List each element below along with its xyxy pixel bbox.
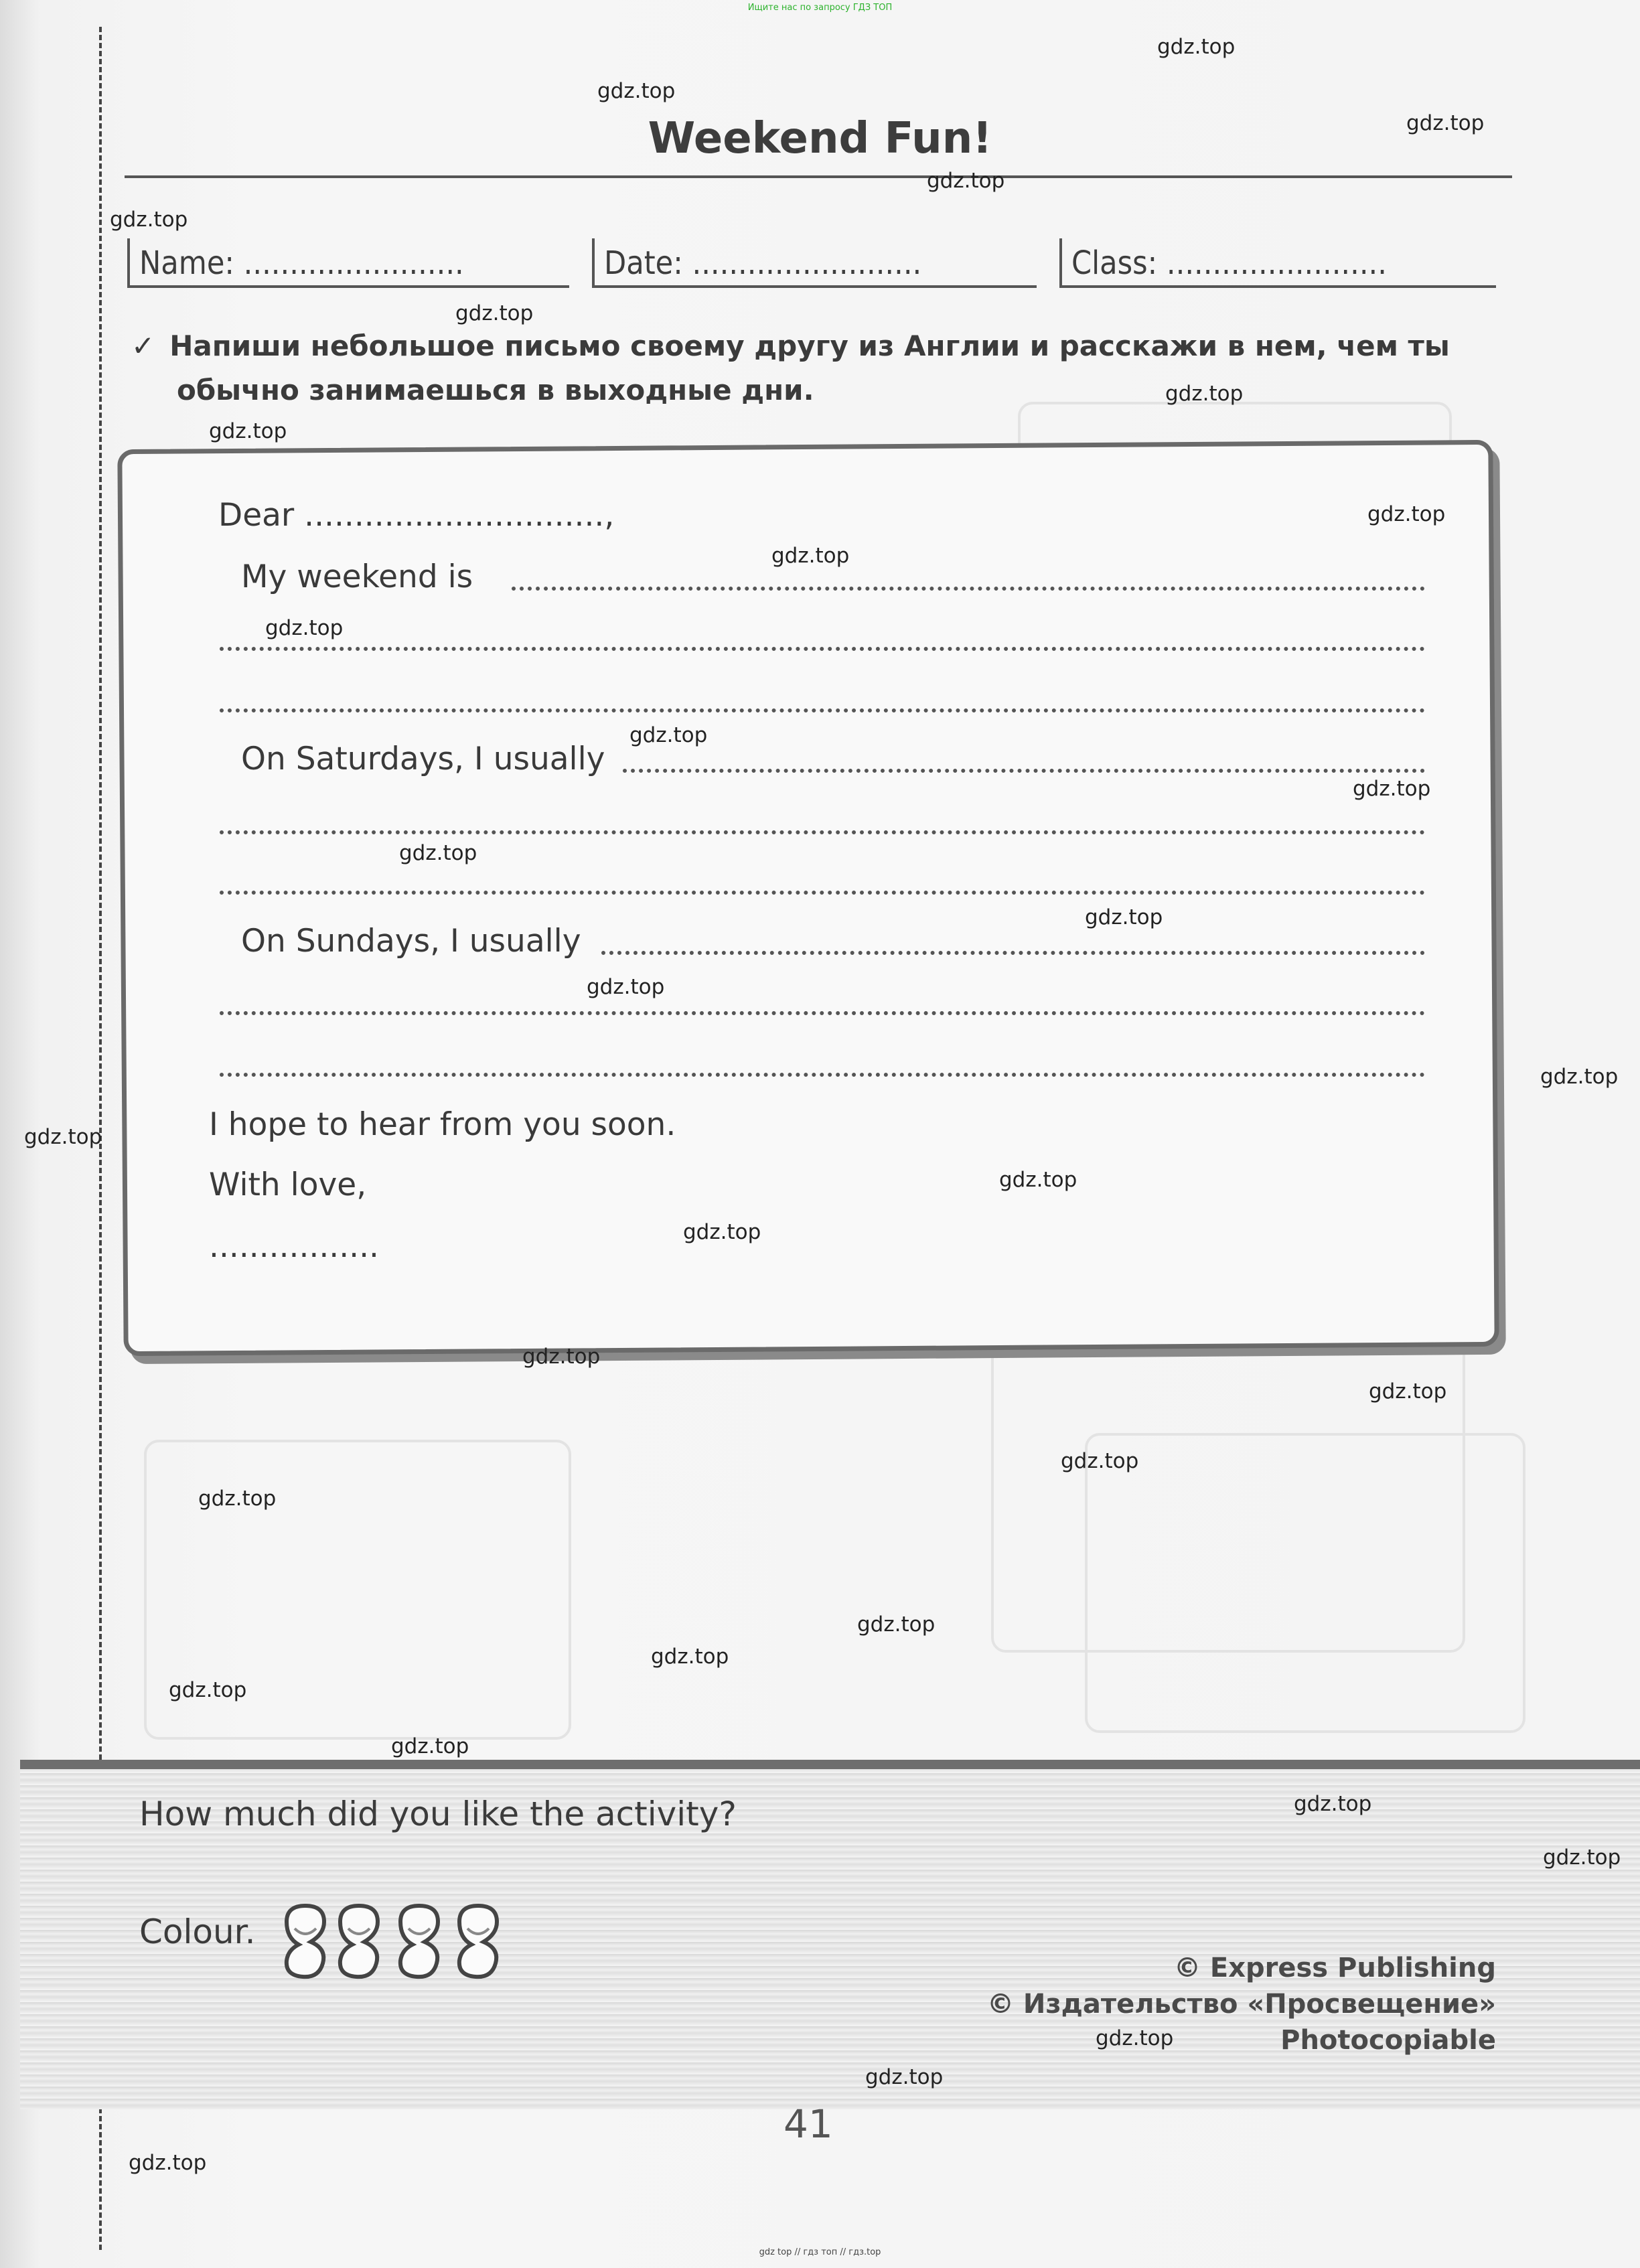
watermark: gdz.top <box>1096 2026 1174 2050</box>
watermark: gdz.top <box>522 1345 601 1369</box>
rating-cloud-icon[interactable] <box>453 1902 504 1982</box>
bottom-note: gdz top // гдз топ // гдз.top <box>759 2247 881 2257</box>
rating-cloud-icon[interactable] <box>280 1902 331 1982</box>
weekend-line[interactable] <box>512 587 1425 591</box>
checkmark-icon: ✓ <box>131 329 155 362</box>
writing-line[interactable] <box>220 647 1425 651</box>
watermark: gdz.top <box>1369 1379 1447 1404</box>
letter-closing-love: With love, <box>209 1166 367 1203</box>
writing-line[interactable] <box>220 1011 1425 1015</box>
watermark: gdz.top <box>1353 777 1431 801</box>
watermark: gdz.top <box>399 841 477 865</box>
watermark: gdz.top <box>999 1168 1077 1192</box>
watermark: gdz.top <box>771 544 850 568</box>
watermark: gdz.top <box>198 1487 277 1511</box>
watermark: gdz.top <box>1367 502 1446 526</box>
bleed-through-box <box>1085 1433 1525 1733</box>
task-instruction <box>131 324 1511 412</box>
watermark: gdz.top <box>24 1125 102 1149</box>
date-field[interactable]: Date: ......................... <box>592 238 1037 288</box>
watermark: gdz.top <box>265 616 344 640</box>
watermark: gdz.top <box>169 1678 247 1702</box>
watermark: gdz.top <box>129 2151 207 2175</box>
letter-greeting: Dear .............................., <box>218 497 615 534</box>
letter-signature[interactable]: ................. <box>209 1228 379 1265</box>
watermark: gdz.top <box>651 1645 729 1669</box>
watermark: gdz.top <box>391 1734 469 1758</box>
photocopiable-note: Photocopiable <box>1280 2025 1496 2056</box>
watermark: gdz.top <box>587 975 665 999</box>
task-line-1: Напиши небольшое письмо своему другу из Англии и расскажи в нем, чем ты <box>169 329 1450 362</box>
watermark: gdz.top <box>1061 1449 1139 1473</box>
sundays-label: On Sundays, I usually <box>241 923 581 960</box>
watermark: gdz.top <box>1157 35 1236 59</box>
watermark: gdz.top <box>865 2065 944 2089</box>
saturdays-line[interactable] <box>623 769 1425 773</box>
watermark: gdz.top <box>629 723 708 747</box>
watermark: gdz.top <box>857 1612 936 1637</box>
watermark: gdz.top <box>209 419 287 443</box>
watermark: gdz.top <box>1085 905 1163 929</box>
top-note: Ищите нас по запросу ГДЗ ТОП <box>747 3 893 13</box>
rating-cloud-icon[interactable] <box>333 1902 384 1982</box>
watermark: gdz.top <box>927 169 1005 193</box>
weekend-label: My weekend is <box>241 558 473 595</box>
writing-line[interactable] <box>220 1073 1425 1077</box>
footer-rule <box>20 1760 1640 1769</box>
task-line-2: обычно занимаешься в выходные дни. <box>177 374 814 406</box>
watermark: gdz.top <box>1165 382 1244 406</box>
saturdays-label: On Saturdays, I usually <box>241 741 605 777</box>
watermark: gdz.top <box>1406 111 1485 135</box>
watermark: gdz.top <box>1543 1845 1621 1870</box>
copyright-express: © Express Publishing <box>1173 1953 1496 1983</box>
colour-label: Colour. <box>139 1912 256 1951</box>
page-number: 41 <box>784 2101 833 2147</box>
class-field[interactable]: Class: ........................ <box>1059 238 1496 288</box>
watermark: gdz.top <box>110 208 188 232</box>
letter-closing-hope: I hope to hear from you soon. <box>209 1106 676 1143</box>
writing-line[interactable] <box>220 830 1425 834</box>
watermark: gdz.top <box>1294 1792 1372 1816</box>
page-title: Weekend Fun! <box>648 114 992 163</box>
rating-cloud-icon[interactable] <box>394 1902 445 1982</box>
watermark: gdz.top <box>455 301 534 325</box>
name-field[interactable]: Name: ........................ <box>127 238 569 288</box>
watermark: gdz.top <box>1540 1065 1619 1089</box>
writing-line[interactable] <box>220 708 1425 712</box>
watermark: gdz.top <box>597 79 676 103</box>
rating-question: How much did you like the activity? <box>139 1795 737 1833</box>
title-rule <box>125 175 1512 178</box>
copyright-prosveshchenie: © Издательство «Просвещение» <box>986 1989 1496 2020</box>
sundays-line[interactable] <box>601 951 1425 955</box>
watermark: gdz.top <box>683 1220 761 1244</box>
writing-line[interactable] <box>220 891 1425 895</box>
